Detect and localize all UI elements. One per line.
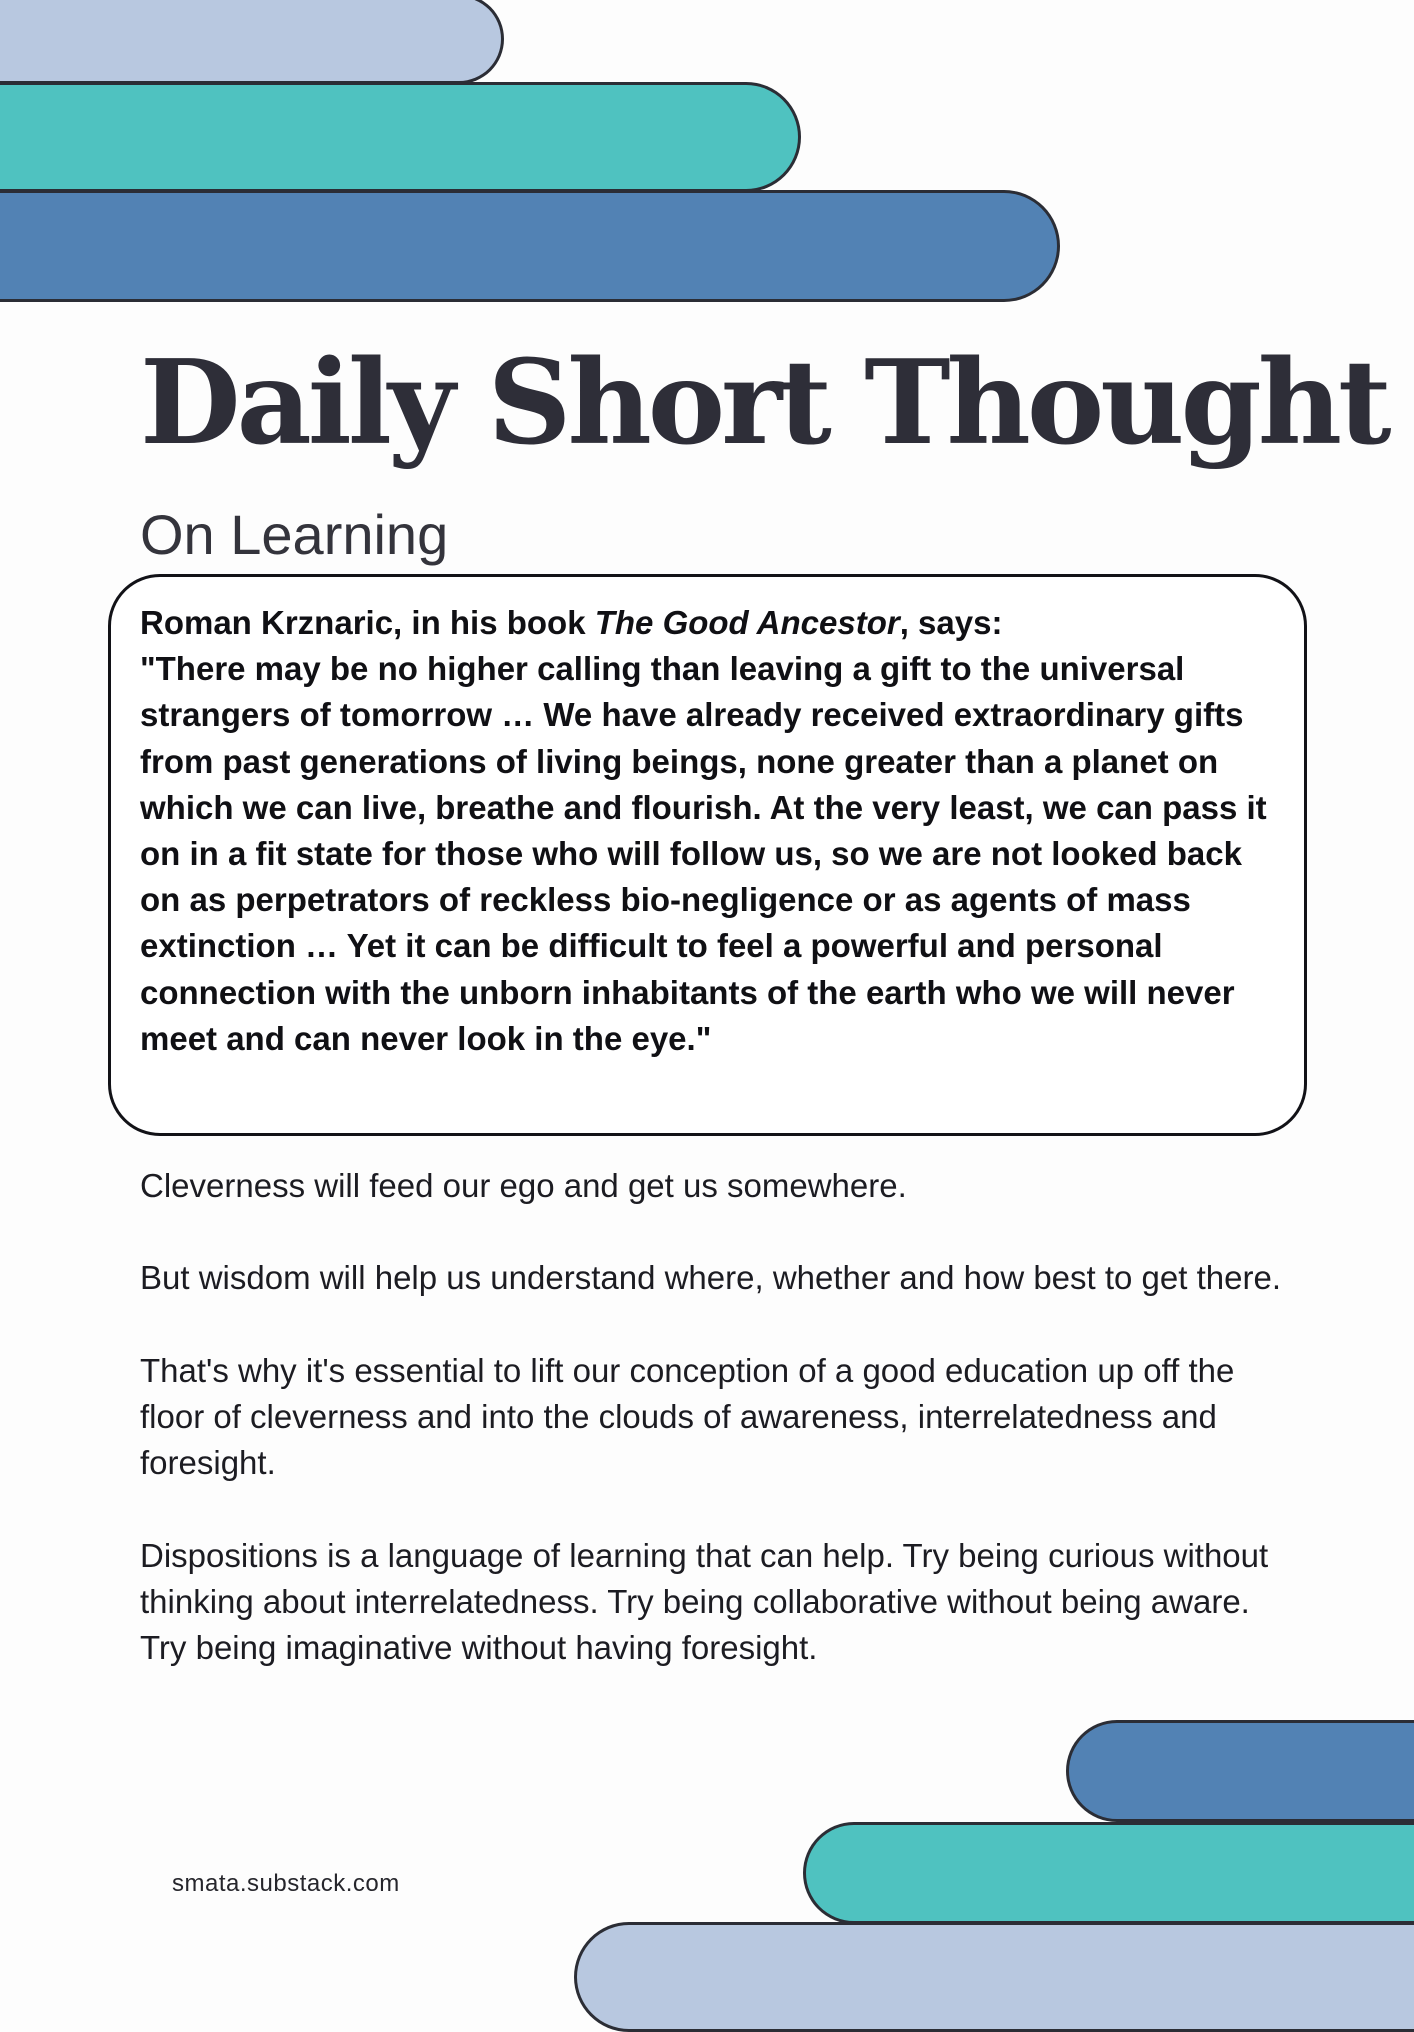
footer-url[interactable]: smata.substack.com — [172, 1870, 400, 1897]
body-paragraph: Cleverness will feed our ego and get us somewhere. — [140, 1167, 907, 1204]
body-text — [140, 1163, 1290, 1717]
book-title: The Good Ancestor — [594, 604, 900, 641]
bottom-band-teal — [803, 1822, 1414, 1924]
quote-intro-suffix: , says: — [899, 604, 1003, 641]
body-paragraph: But wisdom will help us understand where, whether and how best to get there. — [140, 1259, 1281, 1297]
bottom-band-blue — [1066, 1720, 1414, 1822]
top-band-teal — [0, 82, 801, 192]
quote-author-intro: Roman Krznaric, in his book — [140, 604, 595, 641]
quote-attribution — [140, 600, 1280, 646]
quote-text: "There may be no higher calling than leaving a gift to the universal strangers of tomorrow … We have already received extraordinary gifts from past generations of living beings, none greater than a planet on which we can live, breathe and flourish. At the very least, we can pass it on in a fit state for those who will follow us, so we are not looked back on as perpetrators of reckless bio-negligence or as agents of mass extinction … Yet it can be difficult to feel a powerful and personal connection with the unborn inhabitants of the earth who we will never meet and can never look in the eye." — [140, 650, 1267, 1057]
top-band-blue — [0, 190, 1060, 302]
page-subtitle: On Learning — [140, 503, 449, 566]
body-paragraph: Dispositions is a language of learning that can help. Try being curious without thinking about interrelatedness. Try being collaborative without being aware. Try being imaginative without having foresight. — [140, 1536, 1269, 1666]
body-paragraph: That's why it's essential to lift our conception of a good education up off the floor of cleverness and into the clouds of awareness, interrelatedness and foresight. — [140, 1351, 1235, 1482]
top-band-light — [0, 0, 504, 84]
bottom-band-light — [574, 1922, 1414, 2032]
quote-content — [140, 600, 1280, 1062]
page-title: Daily Short Thought — [140, 335, 1388, 471]
